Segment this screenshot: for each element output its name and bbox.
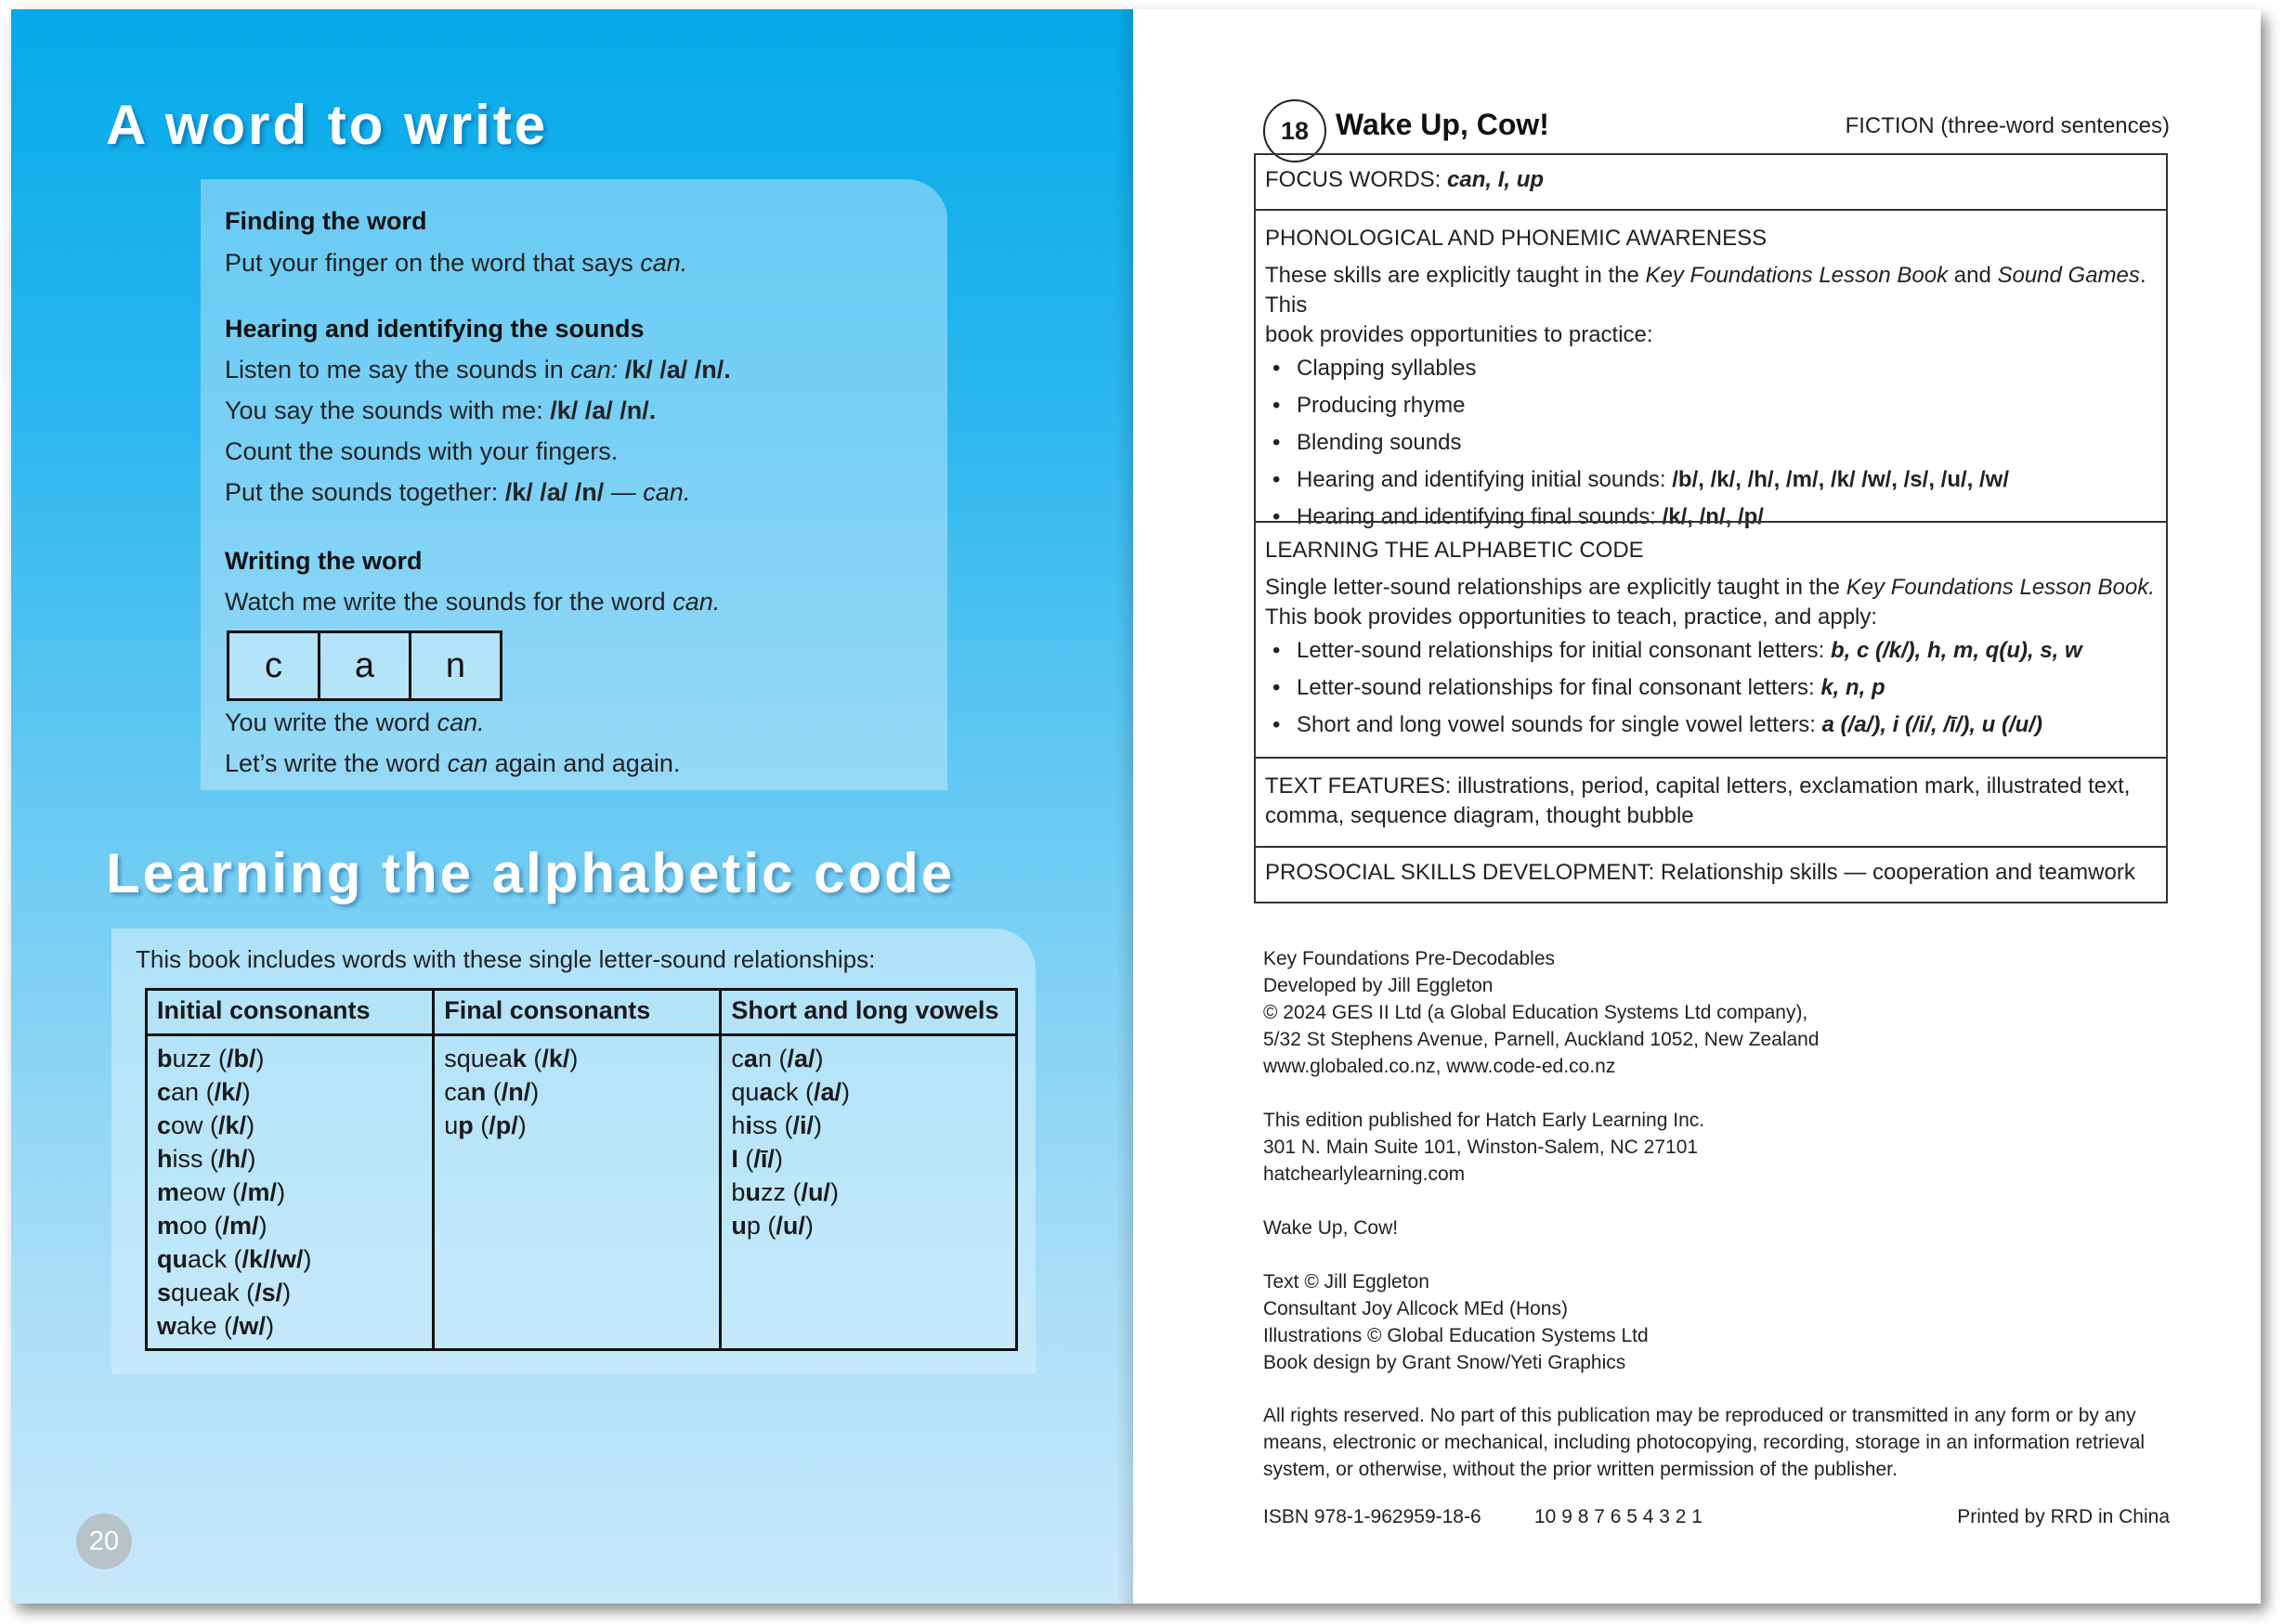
word-entry: cow (/k/) bbox=[157, 1111, 255, 1139]
phono-intro: These skills are explicitly taught in the Key Foundations Lesson Book and Sound Games. This bbox=[1265, 263, 2146, 318]
list-item: • Hearing and identifying initial sounds: /b/, /k/, /h/, /m/, /k/ /w/, /s/, /u/, /w/ bbox=[1265, 461, 2157, 499]
list-item: • Blending sounds bbox=[1265, 424, 2157, 461]
alphabetic-code-box bbox=[111, 929, 1036, 1374]
list-item: • Short and long vowel sounds for single vowel letters: a (/a/), i (/i/, /ī/), u (/u/) bbox=[1265, 707, 2157, 744]
isbn: ISBN 978-1-962959-18-6 bbox=[1263, 1506, 1481, 1527]
word-to-write-box bbox=[201, 179, 947, 790]
printed-by: Printed by RRD in China bbox=[1957, 1506, 2170, 1527]
hearing-line-2: You say the sounds with me: /k/ /a/ /n/. bbox=[225, 396, 657, 424]
writing-line-1: Watch me write the sounds for the word can. bbox=[225, 588, 721, 616]
writing-line-2: You write the word can. bbox=[225, 708, 485, 736]
left-page bbox=[11, 9, 1133, 1604]
word-entry: buzz (/b/) bbox=[157, 1045, 265, 1072]
genre-label: FICTION (three-word sentences) bbox=[1845, 113, 2170, 138]
col-header-initial: Initial consonants bbox=[147, 990, 434, 1035]
colophon-contributors: Text © Jill Eggleton Consultant Joy Allcock MEd (Hons) Illustrations © Global Education Systems Ltd Book design by Grant Snow/Yeti Graphics bbox=[1263, 1271, 1649, 1373]
word-entry: squeak (/k/) bbox=[444, 1045, 579, 1072]
hearing-title: Hearing and identifying the sounds bbox=[225, 315, 645, 343]
letter-tile: a bbox=[318, 630, 411, 701]
vowels-cell bbox=[721, 1035, 1017, 1350]
initial-consonants-cell bbox=[147, 1035, 434, 1350]
col-header-final: Final consonants bbox=[434, 990, 721, 1035]
rights-notice: All rights reserved. No part of this publication may be reproduced or transmitted in any form or by any means, electronic or mechanical, including photocopying, recording, storage in an information retrieval system, or otherwise, without the prior written permission of the publisher. bbox=[1263, 1405, 2146, 1480]
word-entry: up (/u/) bbox=[731, 1212, 814, 1240]
heading-word-to-write: A word to write bbox=[106, 94, 549, 156]
print-line: 10 9 8 7 6 5 4 3 2 1 bbox=[1534, 1506, 1702, 1527]
word-entry: I (/ī/) bbox=[731, 1145, 783, 1173]
letter-tile: c bbox=[227, 630, 320, 701]
writing-title: Writing the word bbox=[225, 547, 423, 575]
word-entry: quack (/k//w/) bbox=[157, 1245, 312, 1273]
code-intro: This book includes words with these single letter-sound relationships: bbox=[136, 945, 876, 973]
word-entry: wake (/w/) bbox=[157, 1312, 275, 1340]
hearing-line-4: Put the sounds together: /k/ /a/ /n/ — can. bbox=[225, 478, 691, 506]
text-features-panel: TEXT FEATURES: illustrations, period, capital letters, exclamation mark, illustrated text, comma, sequence diagram, thought bubble bbox=[1254, 757, 2168, 848]
word-entry: can (/n/) bbox=[444, 1078, 540, 1106]
word-entry: hiss (/h/) bbox=[157, 1145, 256, 1173]
finding-line: Put your finger on the word that says can. bbox=[225, 249, 688, 277]
list-item: • Hearing and identifying final sounds: /k/, /n/, /p/ bbox=[1265, 499, 2157, 536]
hearing-line-3: Count the sounds with your fingers. bbox=[225, 437, 619, 465]
colophon-credits: Key Foundations Pre-Decodables Developed by Jill Eggleton © 2024 GES II Ltd (a Global Education Systems Ltd company), 5/32 St Stephens Avenue, Parnell, Auckland 1052, New Zealand www.globaled.co.nz, www.code-ed.co.nz bbox=[1263, 948, 1820, 1077]
book-number-badge: 18 bbox=[1263, 99, 1326, 162]
alphabetic-code-panel: LEARNING THE ALPHABETIC CODE Single letter-sound relationships are explicitly taught in the Key Foundations Lesson Book. This book provides opportunities to teach, practice, and apply: • Letter-sound relationships for initial consonant letters: b, c (/k/), h, m, q(u), s, w • Letter-sound relationships for final consonant letters: k, n, p • Short and long vowel sounds for single vowel letters: a (/a/), i (/i/, /ī/), u (/u/) bbox=[1254, 521, 2168, 759]
letter-sound-table bbox=[145, 988, 1018, 1351]
list-item: • Letter-sound relationships for final consonant letters: k, n, p bbox=[1265, 669, 2157, 707]
letter-tile: n bbox=[409, 630, 502, 701]
colophon-publisher: This edition published for Hatch Early Learning Inc. 301 N. Main Suite 101, Winston-Salem, NC 27101 hatchearlylearning.com bbox=[1263, 1110, 1705, 1185]
book-title: Wake Up, Cow! bbox=[1336, 108, 1549, 141]
focus-words-panel: FOCUS WORDS: can, I, up bbox=[1254, 153, 2168, 211]
final-consonants-cell bbox=[434, 1035, 721, 1350]
letter-tiles bbox=[227, 630, 500, 701]
word-entry: buzz (/u/) bbox=[731, 1178, 839, 1206]
list-item: • Clapping syllables bbox=[1265, 350, 2157, 387]
phonological-panel: PHONOLOGICAL AND PHONEMIC AWARENESS These skills are explicitly taught in the Key Foundations Lesson Book and Sound Games. This book provides opportunities to practice: • Clapping syllables • Producing rhyme • Blending sounds • Hearing and identifying initial sounds: /b/, /k/, /h/, /m/, /k/ /w/, /s/, /u/, /w/ • Hearing and identifying final sounds: /k/, /n/, /p/ bbox=[1254, 209, 2168, 523]
word-entry: quack (/a/) bbox=[731, 1078, 851, 1106]
heading-alphabetic-code: Learning the alphabetic code bbox=[106, 842, 956, 904]
writing-line-3: Let’s write the word can again and again. bbox=[225, 749, 681, 777]
word-entry: hiss (/i/) bbox=[731, 1111, 822, 1139]
alpha-intro: Single letter-sound relationships are explicitly taught in the Key Foundations Lesson Book. bbox=[1265, 575, 2155, 600]
colophon-title: Wake Up, Cow! bbox=[1263, 1217, 1399, 1239]
finding-title: Finding the word bbox=[225, 207, 427, 235]
word-entry: can (/a/) bbox=[731, 1045, 824, 1072]
prosocial-panel: PROSOCIAL SKILLS DEVELOPMENT: Relationship skills — cooperation and teamwork bbox=[1254, 846, 2168, 903]
alpha-heading: LEARNING THE ALPHABETIC CODE bbox=[1265, 538, 1644, 563]
word-entry: moo (/m/) bbox=[157, 1212, 267, 1240]
phono-heading: PHONOLOGICAL AND PHONEMIC AWARENESS bbox=[1265, 226, 1768, 251]
list-item: • Letter-sound relationships for initial consonant letters: b, c (/k/), h, m, q(u), s, w bbox=[1265, 632, 2157, 669]
col-header-vowels: Short and long vowels bbox=[721, 990, 1017, 1035]
word-entry: meow (/m/) bbox=[157, 1178, 286, 1206]
list-item: • Producing rhyme bbox=[1265, 387, 2157, 424]
right-page bbox=[1133, 9, 2261, 1604]
page-number: 20 bbox=[76, 1514, 132, 1569]
word-entry: can (/k/) bbox=[157, 1078, 251, 1106]
word-entry: up (/p/) bbox=[444, 1111, 527, 1139]
word-entry: squeak (/s/) bbox=[157, 1279, 292, 1306]
hearing-line-1: Listen to me say the sounds in can: /k/ /a/ /n/. bbox=[225, 356, 731, 383]
book-spread bbox=[11, 9, 2261, 1604]
